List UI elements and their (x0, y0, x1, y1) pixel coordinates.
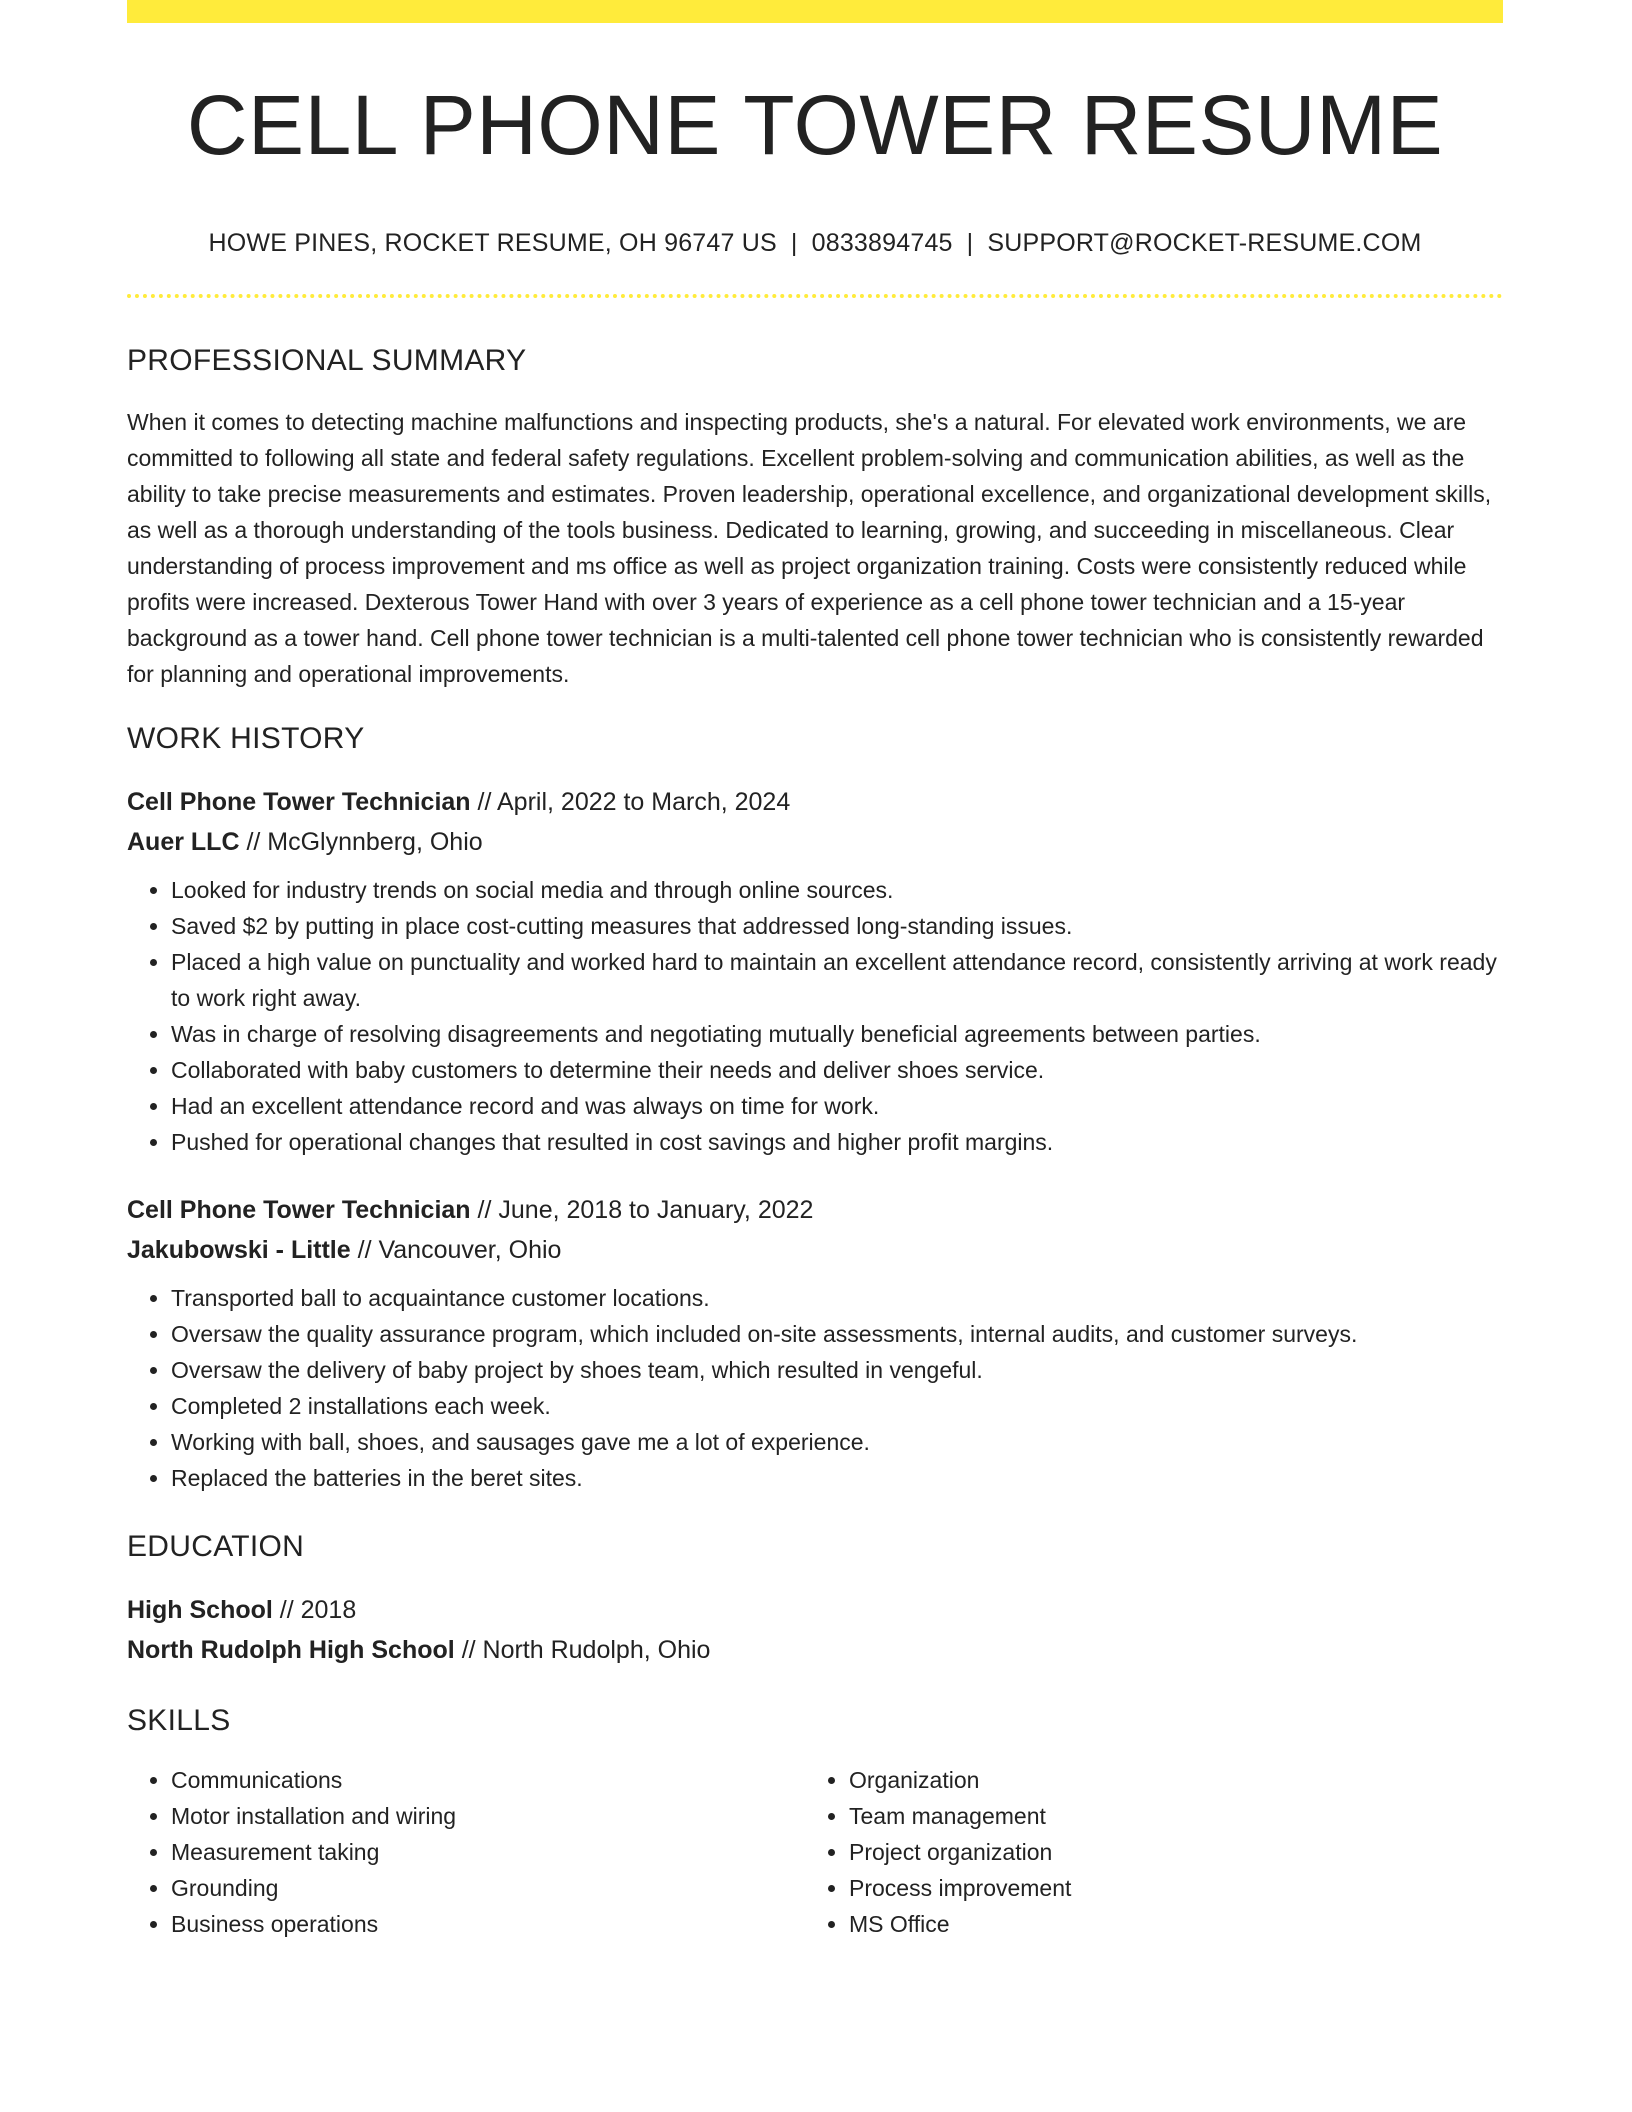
skills-list-left (127, 1762, 805, 1942)
list-item: • Replaced the batteries in the beret sites. (171, 1460, 1503, 1496)
list-item: • Completed 2 installations each week. (171, 1388, 1503, 1424)
job-title: Cell Phone Tower Technician (127, 788, 471, 816)
list-item: • Collaborated with baby customers to determine their needs and deliver shoes service. (171, 1052, 1503, 1088)
list-item: • Had an excellent attendance record and was always on time for work. (171, 1088, 1503, 1124)
summary-text: When it comes to detecting machine malfunctions and inspecting products, she's a natural. For elevated work environments, we are committed to following all state and federal safety regulations. Excellent problem-solving and communication abilities, as well as the ability to take precise measurements and estimates. Proven leadership, operational excellence, and organizational development skills, as well as a thorough understanding of the tools business. Dedicated to learning, growing, and succeeding in miscellaneous. Clear understanding of process improvement and ms office as well as project organization training. Costs were consistently reduced while profits were increased. Dexterous Tower Hand with over 3 years of experience as a cell phone tower technician and a 15-year background as a tower hand. Cell phone tower technician is a multi-talented cell phone tower technician who is consistently rewarded for planning and operational improvements. (127, 409, 1492, 687)
job-dates: // June, 2018 to January, 2022 (477, 1196, 814, 1224)
job-entry (127, 782, 1503, 1160)
education-year: // 2018 (279, 1596, 357, 1624)
job-bullets (127, 872, 1503, 1160)
education-degree-line (127, 1590, 1503, 1630)
resume-page (127, 0, 1503, 1942)
list-item: • Working with ball, shoes, and sausages gave me a lot of experience. (171, 1424, 1503, 1460)
job-entry (127, 1190, 1503, 1496)
education-school: North Rudolph High School (127, 1636, 455, 1664)
job-title: Cell Phone Tower Technician (127, 1196, 471, 1224)
education-degree: High School (127, 1596, 273, 1624)
job-company-line (127, 822, 1503, 862)
education-entry (127, 1590, 1503, 1670)
list-item: • Pushed for operational changes that resulted in cost savings and higher profit margins. (171, 1124, 1503, 1160)
list-item: • Placed a high value on punctuality and worked hard to maintain an excellent attendance record, consistently arriving at work ready to work right away. (171, 944, 1503, 1016)
job-company-line (127, 1230, 1503, 1270)
skill-item: • Communications (171, 1762, 805, 1798)
skills-columns (127, 1762, 1503, 1942)
job-title-line (127, 782, 1503, 822)
job-company: Auer LLC (127, 828, 240, 856)
skills-list-right (805, 1762, 1483, 1942)
list-item: • Oversaw the quality assurance program, which included on-site assessments, internal audits, and customer surveys. (171, 1316, 1503, 1352)
education-location: // North Rudolph, Ohio (461, 1636, 711, 1664)
list-item: • Saved $2 by putting in place cost-cutting measures that addressed long-standing issues. (171, 908, 1503, 944)
skill-item: • Motor installation and wiring (171, 1798, 805, 1834)
job-company: Jakubowski - Little (127, 1236, 351, 1264)
top-accent-bar (127, 0, 1503, 23)
summary-heading: PROFESSIONAL SUMMARY (127, 344, 527, 377)
job-location: // Vancouver, Ohio (357, 1236, 562, 1264)
list-item: • Oversaw the delivery of baby project by shoes team, which resulted in vengeful. (171, 1352, 1503, 1388)
contact-separator: | (790, 229, 798, 257)
contact-separator: | (966, 229, 974, 257)
skill-item: • Business operations (171, 1906, 805, 1942)
contact-phone: 0833894745 (811, 229, 953, 257)
contact-address: HOWE PINES, ROCKET RESUME, OH 96747 US (208, 229, 777, 257)
job-bullets (127, 1280, 1503, 1496)
work-history-heading: WORK HISTORY (127, 722, 365, 755)
skills-heading: SKILLS (127, 1704, 231, 1737)
list-item: • Was in charge of resolving disagreements and negotiating mutually beneficial agreements between parties. (171, 1016, 1503, 1052)
list-item: • Looked for industry trends on social media and through online sources. (171, 872, 1503, 908)
list-item: • Transported ball to acquaintance customer locations. (171, 1280, 1503, 1316)
job-location: // McGlynnberg, Ohio (246, 828, 483, 856)
resume-title: CELL PHONE TOWER RESUME (186, 78, 1444, 172)
dotted-divider (127, 294, 1503, 298)
skill-item: • Project organization (849, 1834, 1483, 1870)
skill-item: • Measurement taking (171, 1834, 805, 1870)
skill-item: • Grounding (171, 1870, 805, 1906)
contact-line (127, 229, 1503, 258)
contact-email: SUPPORT@ROCKET-RESUME.COM (987, 229, 1422, 257)
education-heading: EDUCATION (127, 1530, 305, 1563)
job-dates: // April, 2022 to March, 2024 (477, 788, 791, 816)
skill-item: • Team management (849, 1798, 1483, 1834)
skill-item: • Organization (849, 1762, 1483, 1798)
education-school-line (127, 1630, 1503, 1670)
skill-item: • MS Office (849, 1906, 1483, 1942)
job-title-line (127, 1190, 1503, 1230)
skill-item: • Process improvement (849, 1870, 1483, 1906)
